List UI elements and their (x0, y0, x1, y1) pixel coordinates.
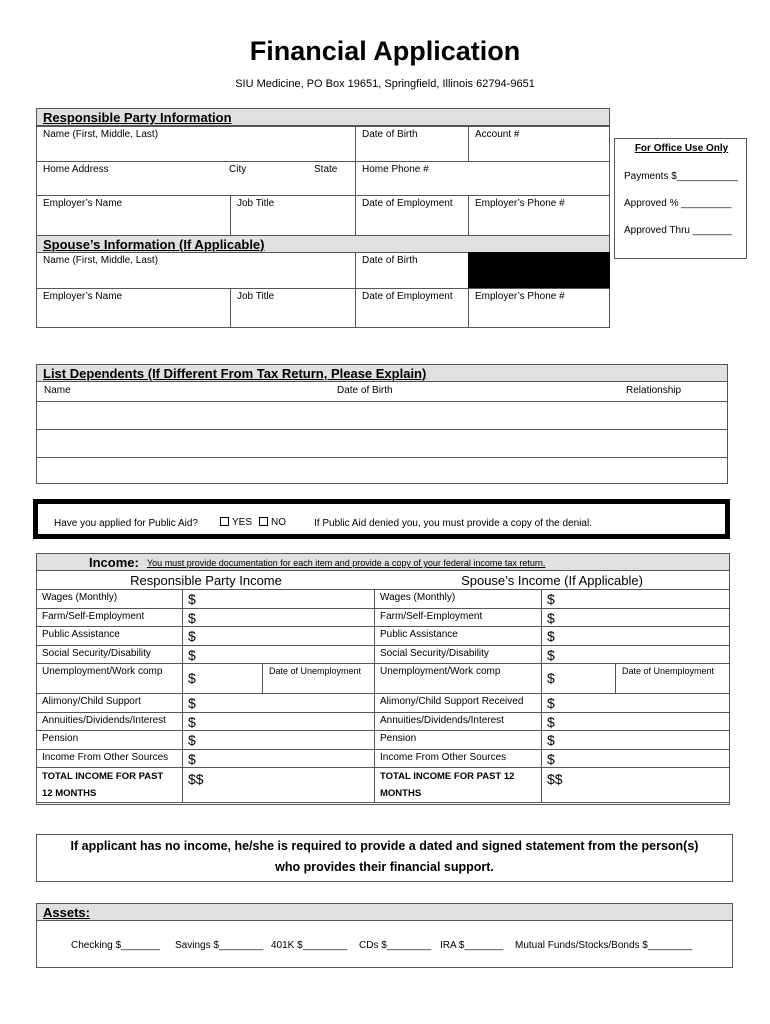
spouse-total-label (374, 767, 542, 803)
responsible-party-heading: Responsible Party Information (36, 108, 610, 126)
office-use-heading: For Office Use Only (634, 143, 729, 154)
spouse-income-row-label: Pension (374, 730, 542, 750)
spouse-income-amount-field[interactable] (541, 645, 730, 665)
rp-city-label: City (229, 164, 247, 175)
dependents-section (36, 364, 728, 484)
double-dollar-sign: $$ (188, 771, 204, 787)
dollar-sign: $ (188, 750, 196, 767)
spouse-income-amount-field[interactable] (541, 730, 730, 750)
date-unemployment-label: Date of Unemployment (622, 666, 715, 676)
assets-ira[interactable]: IRA $_______ (440, 940, 504, 951)
yes-label: YES (232, 517, 253, 528)
dollar-sign: $ (547, 713, 555, 730)
dollar-sign: $ (188, 713, 196, 730)
resp-total-label (36, 767, 183, 803)
spouse-income-row (374, 608, 730, 627)
sp-name-label: Name (First, Middle, Last) (43, 255, 159, 266)
rp-date-employment-field[interactable] (355, 195, 469, 236)
spouse-income-row-label: Wages (Monthly) (374, 589, 542, 609)
double-dollar-sign: $$ (547, 771, 563, 787)
dependents-col-relationship: Relationship (626, 385, 682, 396)
spouse-income-row (374, 589, 730, 608)
income-header-bar (37, 554, 729, 571)
resp-income-amount-field[interactable] (182, 693, 375, 713)
resp-income-row-label: Farm/Self-Employment (36, 608, 183, 628)
sp-dob-field[interactable] (355, 252, 469, 289)
sp-job-title-field[interactable] (230, 288, 356, 328)
date-unemployment-label: Date of Unemployment (269, 666, 362, 676)
resp-income-row-label: Social Security/Disability (36, 645, 183, 665)
dollar-sign: $ (547, 750, 555, 767)
dollar-sign: $ (547, 628, 555, 644)
sp-dob-label: Date of Birth (362, 255, 418, 266)
resp-income-row (36, 730, 375, 749)
resp-income-row (36, 626, 375, 645)
dependents-col-dob: Date of Birth (337, 385, 393, 396)
public-aid-no-option[interactable] (259, 517, 286, 528)
spouse-income-heading: Spouse’s Income (If Applicable) (461, 573, 643, 588)
spouse-income-row (374, 693, 730, 712)
dependent-row-3[interactable] (37, 457, 727, 484)
resp-income-row (36, 663, 375, 693)
spouse-income-row (374, 645, 730, 664)
spouse-income-amount-field[interactable] (541, 608, 730, 628)
office-payments: Payments $___________ (624, 171, 738, 182)
page-subtitle: SIU Medicine, PO Box 19651, Springfield, Illinois 62794-9651 (235, 78, 535, 90)
dollar-sign: $ (547, 609, 555, 626)
resp-total-amount-field[interactable] (182, 767, 375, 803)
rp-job-title-field[interactable] (230, 195, 356, 236)
spouse-income-row (374, 749, 730, 768)
no-income-line-2: who provides their financial support. (275, 860, 494, 874)
assets-401k[interactable]: 401K $________ (271, 940, 348, 951)
spouse-income-amount-field[interactable] (541, 626, 730, 646)
resp-date-unemployment-field[interactable] (262, 663, 375, 694)
resp-income-amount-field[interactable] (182, 712, 375, 732)
dollar-sign: $ (547, 646, 555, 663)
resp-income-amount-field[interactable] (182, 663, 263, 694)
spouse-date-unemployment-field[interactable] (615, 663, 730, 694)
rp-name-label: Name (First, Middle, Last) (43, 129, 159, 140)
assets-mutual[interactable]: Mutual Funds/Stocks/Bonds $________ (515, 940, 693, 951)
sp-employer-phone-label: Employer’s Phone # (475, 291, 565, 302)
spouse-income-amount-field[interactable] (541, 663, 616, 694)
rp-dob-label: Date of Birth (362, 129, 418, 140)
dollar-sign: $ (188, 670, 196, 686)
rp-employer-phone-label: Employer’s Phone # (475, 198, 565, 209)
rp-home-phone-label: Home Phone # (362, 164, 429, 175)
income-label: Income: (89, 555, 139, 570)
sp-employer-phone-field[interactable] (468, 288, 610, 328)
sp-date-employment-label: Date of Employment (362, 291, 453, 302)
total-label-line-2: 12 MONTHS (42, 788, 97, 799)
public-aid-box (33, 499, 730, 539)
total-label-line-1: TOTAL INCOME FOR PAST 12 (380, 771, 515, 782)
rp-employer-phone-field[interactable] (468, 195, 610, 236)
resp-income-row-label: Alimony/Child Support (36, 693, 183, 713)
rp-dob-field[interactable] (355, 126, 469, 162)
rp-name-field[interactable] (36, 126, 356, 162)
rp-address-label: Home Address (43, 164, 109, 175)
rp-home-phone-field[interactable] (355, 161, 610, 196)
spouse-income-amount-field[interactable] (541, 749, 730, 769)
dollar-sign: $ (547, 732, 555, 748)
no-income-note-box (36, 834, 733, 882)
dependent-row-2[interactable] (37, 429, 727, 457)
dollar-sign: $ (547, 670, 555, 686)
rp-account-label: Account # (475, 129, 520, 140)
resp-income-amount-field[interactable] (182, 589, 375, 609)
assets-cds[interactable]: CDs $________ (359, 940, 432, 951)
spouse-income-row (374, 730, 730, 749)
dollar-sign: $ (188, 646, 196, 663)
public-aid-question: Have you applied for Public Aid? (54, 518, 198, 529)
spouse-income-amount-field[interactable] (541, 693, 730, 713)
dollar-sign: $ (188, 628, 196, 644)
income-instruction: You must provide documentation for each item and provide a copy of your federal income tax return. (147, 558, 546, 568)
office-use-box (614, 138, 747, 259)
rp-account-field[interactable] (468, 126, 610, 162)
dollar-sign: $ (547, 591, 555, 607)
total-label-line-1: TOTAL INCOME FOR PAST (42, 771, 164, 782)
dependents-col-name: Name (44, 385, 71, 396)
resp-income-row-label: Wages (Monthly) (36, 589, 183, 609)
spouse-income-row-label: Public Assistance (374, 626, 542, 646)
dollar-sign: $ (188, 609, 196, 626)
resp-income-row (36, 712, 375, 731)
sp-name-field[interactable] (36, 252, 356, 289)
spouse-income-row-label: Social Security/Disability (374, 645, 542, 665)
assets-section (36, 903, 733, 968)
rp-address-field[interactable] (36, 161, 356, 196)
resp-income-amount-field[interactable] (182, 730, 375, 750)
spouse-income-row-label: Income From Other Sources (374, 749, 542, 769)
resp-income-row (36, 608, 375, 627)
dependent-row-1[interactable] (37, 401, 727, 429)
spouse-income-row-label: Farm/Self-Employment (374, 608, 542, 628)
resp-income-row-label: Pension (36, 730, 183, 750)
resp-income-amount-field[interactable] (182, 608, 375, 628)
sp-date-employment-field[interactable] (355, 288, 469, 328)
assets-heading: Assets: (37, 904, 732, 921)
spouse-total-amount-field[interactable] (541, 767, 730, 803)
rp-employer-label: Employer’s Name (43, 198, 123, 209)
dollar-sign: $ (188, 695, 196, 711)
public-aid-note: If Public Aid denied you, you must provide a copy of the denial. (314, 518, 592, 529)
resp-income-row (36, 693, 375, 712)
dollar-sign: $ (547, 695, 555, 711)
sp-employer-label: Employer’s Name (43, 291, 123, 302)
no-label: NO (271, 517, 286, 528)
rp-employer-field[interactable] (36, 195, 231, 236)
public-aid-yes-option[interactable] (220, 517, 252, 528)
spouse-income-row-label: Alimony/Child Support Received (374, 693, 542, 713)
spouse-income-amount-field[interactable] (541, 712, 730, 732)
resp-income-amount-field[interactable] (182, 645, 375, 665)
spouse-income-row-label: Unemployment/Work comp (374, 663, 542, 694)
rp-state-label: State (314, 164, 338, 175)
assets-checking[interactable]: Checking $_______ (71, 940, 160, 951)
office-approved-thru: Approved Thru _______ (624, 225, 732, 236)
resp-income-row-label: Public Assistance (36, 626, 183, 646)
page-title: Financial Application (249, 36, 521, 66)
resp-income-heading: Responsible Party Income (130, 573, 282, 588)
spouse-income-row (374, 663, 730, 693)
resp-income-row (36, 645, 375, 664)
spouse-heading: Spouse’s Information (If Applicable) (36, 235, 610, 253)
blacked-out-cell (468, 252, 610, 289)
spouse-income-row (374, 626, 730, 645)
resp-income-row-label: Unemployment/Work comp (36, 663, 183, 694)
assets-savings[interactable]: Savings $________ (175, 940, 264, 951)
office-approved-pct: Approved % _________ (624, 198, 732, 209)
no-checkbox[interactable] (259, 517, 268, 526)
resp-income-row (36, 749, 375, 768)
resp-income-row-label: Annuities/Dividends/Interest (36, 712, 183, 732)
dependents-heading: List Dependents (If Different From Tax Return, Please Explain) (37, 365, 727, 382)
spouse-income-amount-field[interactable] (541, 589, 730, 609)
rp-job-title-label: Job Title (237, 198, 275, 209)
sp-employer-field[interactable] (36, 288, 231, 328)
sp-job-title-label: Job Title (237, 291, 275, 302)
resp-income-row (36, 589, 375, 608)
resp-income-row-label: Income From Other Sources (36, 749, 183, 769)
yes-checkbox[interactable] (220, 517, 229, 526)
resp-income-amount-field[interactable] (182, 626, 375, 646)
total-label-line-2: MONTHS (380, 788, 422, 799)
rp-date-employment-label: Date of Employment (362, 198, 453, 209)
dollar-sign: $ (188, 732, 196, 748)
spouse-income-row (374, 712, 730, 731)
no-income-line-1: If applicant has no income, he/she is required to provide a dated and signed statement from the person(s) (70, 839, 699, 853)
dollar-sign: $ (188, 591, 196, 607)
spouse-income-row-label: Annuities/Dividends/Interest (374, 712, 542, 732)
resp-income-amount-field[interactable] (182, 749, 375, 769)
